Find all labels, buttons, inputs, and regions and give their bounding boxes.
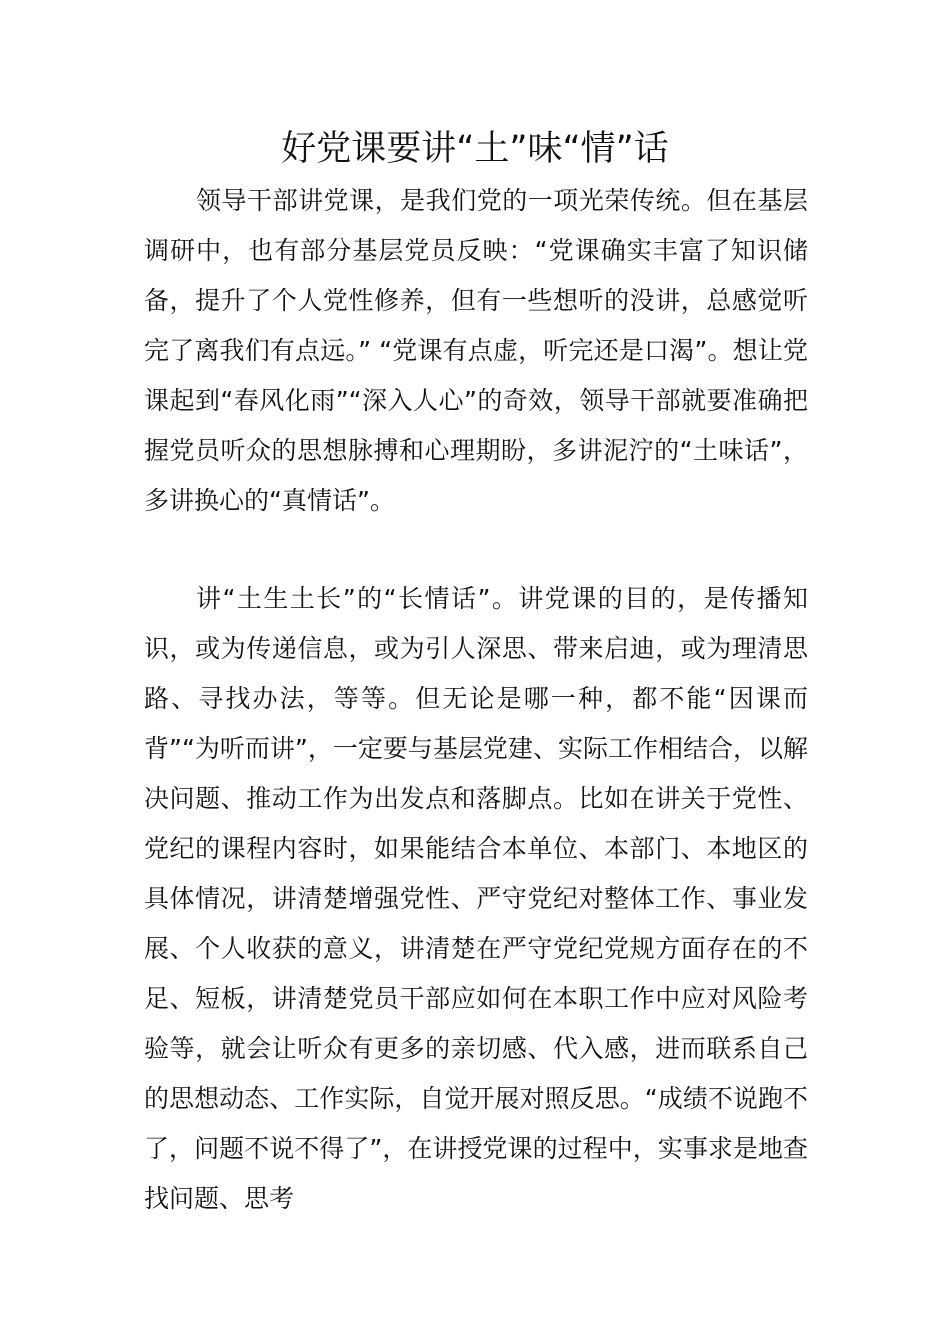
paragraph-section-1: 讲“土生土长”的“长情话”。讲党课的目的，是传播知识，或为传递信息，或为引人深思、带来启迪，或为理清思路、寻找办法，等等。但无论是哪一种，都不能“因课而背”“为听而讲”，一定要与基层党建、实际工作相结合，以解决问题、推动工作为出发点和落脚点。比如在讲关于党性、党纪的课程内容时，如果能结合本单位、本部门、本地区的具体情况，讲清楚增强党性、严守党纪对整体工作、事业发展、个人收获的意义，讲清楚在严守党纪党规方面存在的不足、短板，讲清楚党员干部应如何在本职工作中应对风险考验等，就会让听众有更多的亲切感、代入感，进而联系自己的思想动态、工作实际，自觉开展对照反思。“成绩不说跑不了，问题不说不得了”，在讲授党课的过程中，实事求是地查找问题、思考 — [144, 584, 808, 1213]
paragraph-intro: 领导干部讲党课，是我们党的一项光荣传统。但在基层调研中，也有部分基层党员反映：“党课确实丰富了知识储备，提升了个人党性修养，但有一些想听的没讲，总感觉听完了离我们有点远。” “党课有点虚，听完还是口渴”。想让党课起到“春风化雨”“深入人心”的奇效，领导干部就要准确把握党员听众的思想脉搏和心理期盼，多讲泥泞的“土味话”，多讲换心的“真情话”。 — [144, 186, 808, 515]
document-title: 好党课要讲“土”味“情”话 — [281, 129, 669, 169]
